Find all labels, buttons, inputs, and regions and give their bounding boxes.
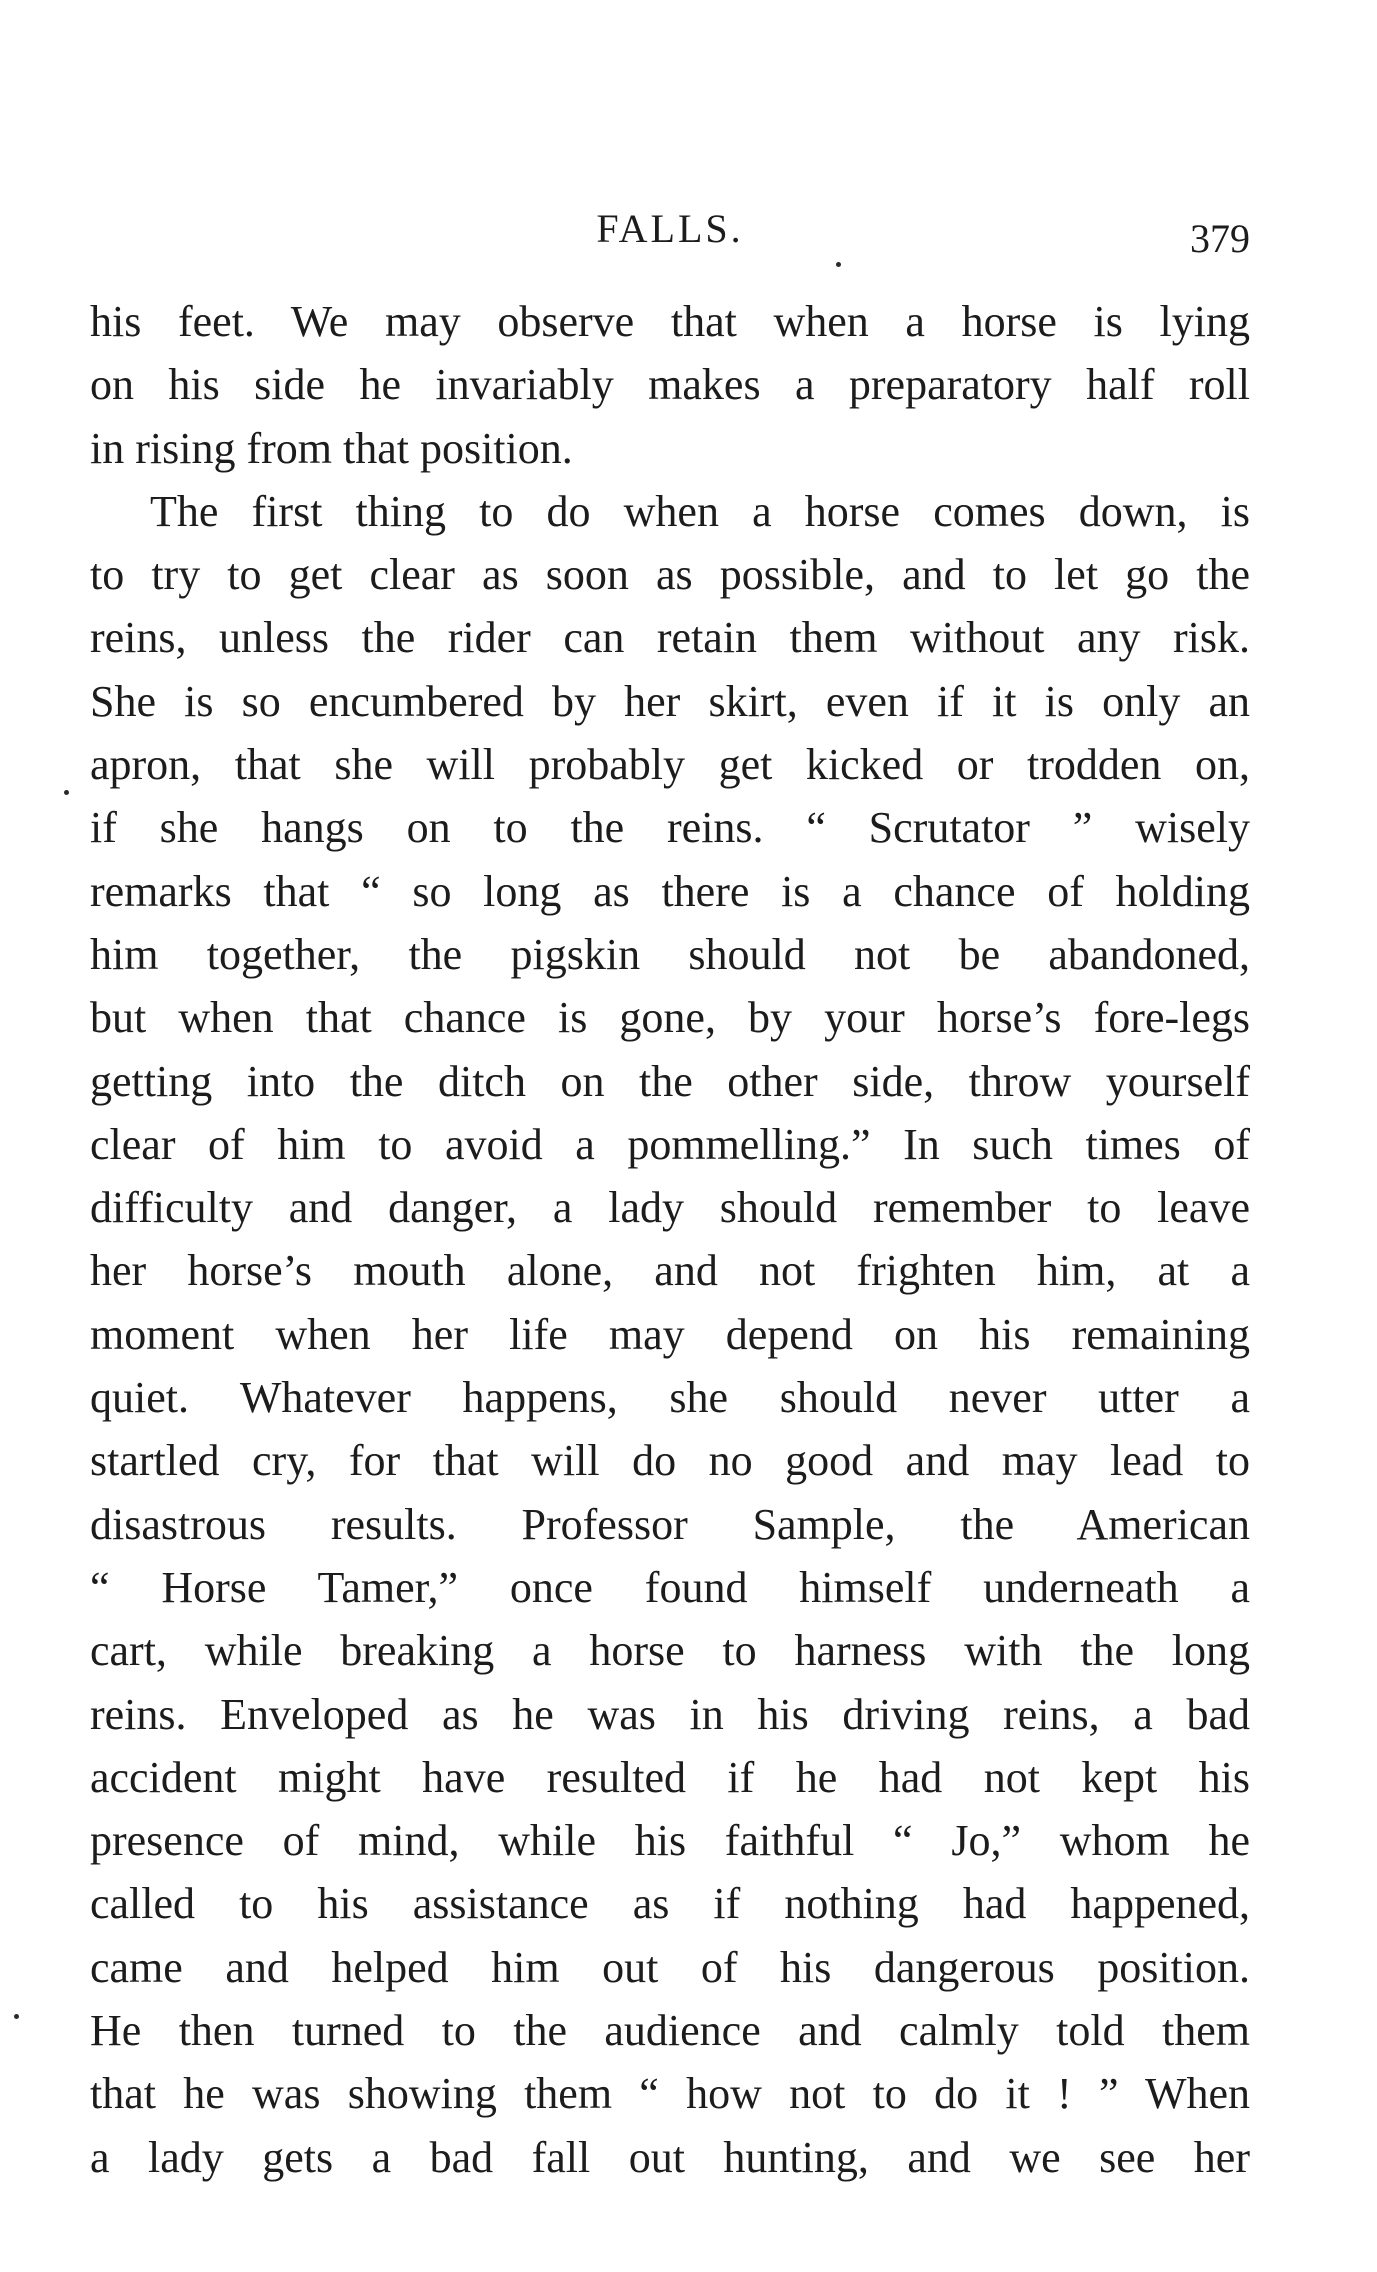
body-text <box>90 290 1250 2189</box>
running-head <box>90 205 1250 265</box>
print-speck <box>836 262 841 267</box>
text-line: getting into the ditch on the other side, throw yourself <box>90 1056 1250 1106</box>
text-line: apron, that she will probably get kicked or trodden on, <box>90 740 1250 790</box>
text-line: moment when her life may depend on his remaining <box>90 1309 1250 1359</box>
text-line: that he was showing them “ how not to do it ! ” When <box>90 2069 1250 2119</box>
text-line: in rising from that position. <box>90 423 573 473</box>
text-line: cart, while breaking a horse to harness with the long <box>90 1626 1250 1676</box>
text-line: reins. Enveloped as he was in his driving reins, a bad <box>90 1689 1250 1739</box>
text-line: on his side he invariably makes a preparatory half roll <box>90 360 1250 410</box>
text-line: He then turned to the audience and calmly told them <box>90 2006 1250 2056</box>
page-title: FALLS. <box>596 206 744 251</box>
text-line: clear of him to avoid a pommelling.” In such times of <box>90 1119 1250 1169</box>
text-line: a lady gets a bad fall out hunting, and we see her <box>90 2132 1250 2182</box>
text-line: The first thing to do when a horse comes down, is <box>150 486 1250 536</box>
text-line: but when that chance is gone, by your horse’s fore-legs <box>90 993 1250 1043</box>
text-line: “ Horse Tamer,” once found himself underneath a <box>90 1562 1250 1612</box>
print-speck <box>64 790 69 795</box>
text-line: came and helped him out of his dangerous position. <box>90 1942 1250 1992</box>
page-number: 379 <box>1190 216 1250 261</box>
text-line: called to his assistance as if nothing had happened, <box>90 1879 1250 1929</box>
text-line: presence of mind, while his faithful “ Jo,” whom he <box>90 1816 1250 1866</box>
text-line: his feet. We may observe that when a horse is lying <box>90 297 1250 346</box>
text-line: disastrous results. Professor Sample, the American <box>90 1499 1250 1549</box>
text-line: accident might have resulted if he had not kept his <box>90 1752 1250 1802</box>
text-line: quiet. Whatever happens, she should never utter a <box>90 1373 1250 1423</box>
text-line: remarks that “ so long as there is a chance of holding <box>90 866 1250 916</box>
text-line: reins, unless the rider can retain them without any risk. <box>90 613 1250 663</box>
text-line: She is so encumbered by her skirt, even if it is only an <box>90 676 1250 726</box>
print-speck <box>14 2014 19 2019</box>
text-line: him together, the pigskin should not be abandoned, <box>90 929 1250 979</box>
text-line: her horse’s mouth alone, and not frighten him, at a <box>90 1246 1250 1296</box>
text-line: startled cry, for that will do no good and may lead to <box>90 1436 1250 1486</box>
text-line: if she hangs on to the reins. “ Scrutator ” wisely <box>90 803 1250 853</box>
text-line: difficulty and danger, a lady should remember to leave <box>90 1183 1250 1233</box>
text-line: to try to get clear as soon as possible, and to let go the <box>90 550 1250 600</box>
